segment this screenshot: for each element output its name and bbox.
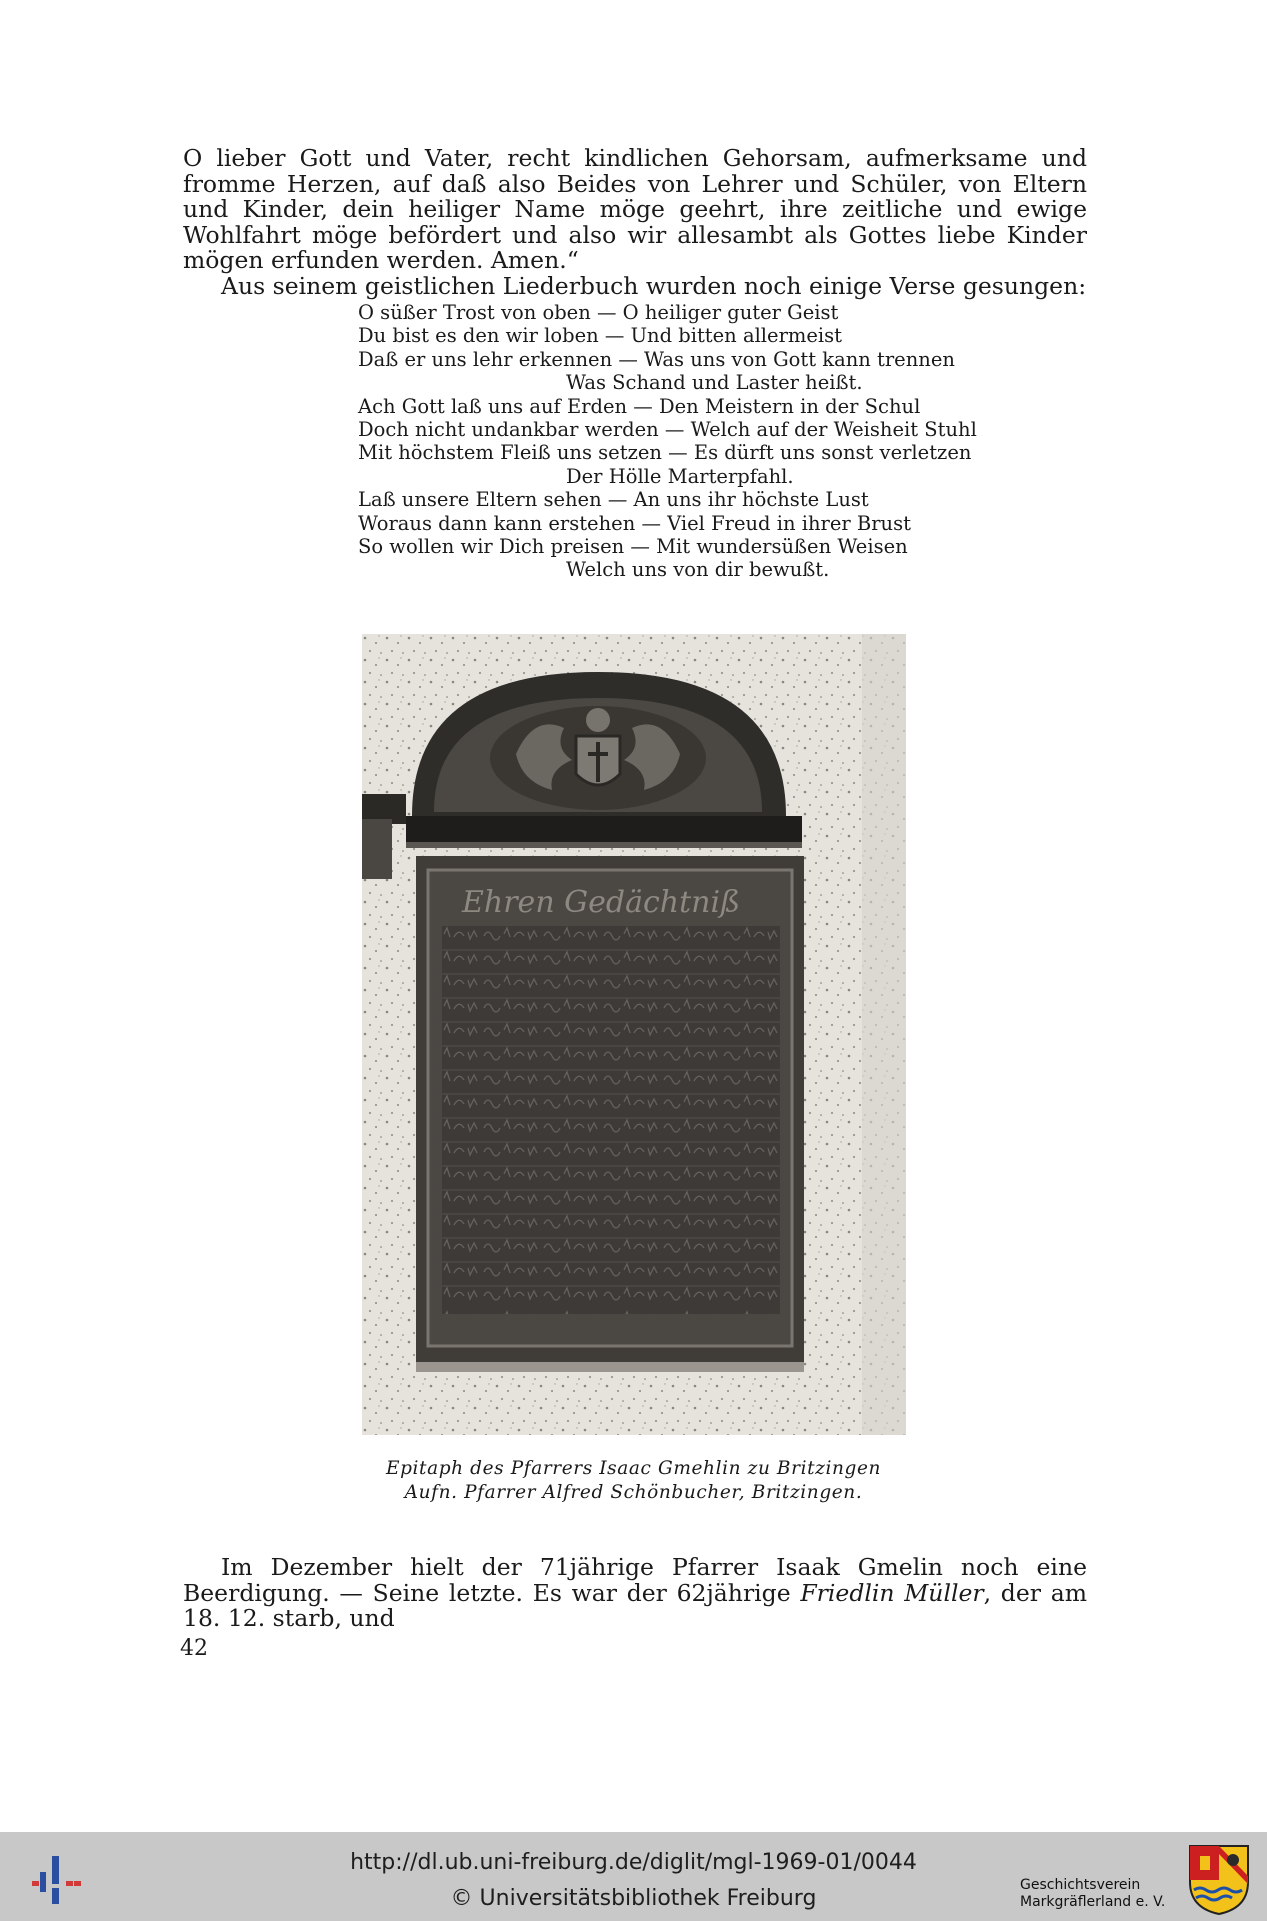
body-text-top — [183, 146, 1087, 299]
poem-line: Doch nicht undankbar werden — Welch auf der Weisheit Stuhl — [358, 418, 977, 442]
caption-credit: Aufn. Pfarrer Alfred Schönbucher, Britzingen. — [404, 1482, 863, 1503]
poem-line: Der Hölle Marterpfahl. — [566, 464, 794, 488]
copyright-notice: © Universitätsbibliothek Freiburg — [450, 1886, 817, 1911]
digitization-footer — [0, 1832, 1267, 1921]
poem-line: Daß er uns lehr erkennen — Was uns von Gott kann trennen — [358, 347, 955, 371]
poem-line: Laß unsere Eltern sehen — An uns ihr höchste Lust — [358, 488, 869, 512]
poem-line: So wollen wir Dich preisen — Mit wundersüßen Weisen — [358, 535, 908, 559]
burial-paragraph — [183, 1555, 1087, 1632]
page-number: 42 — [180, 1636, 208, 1661]
plaque-heading: Ehren Gedächtniß — [462, 885, 741, 920]
epitaph-photograph — [362, 634, 906, 1435]
person-name: Friedlin Müller — [800, 1578, 984, 1607]
society-line-1: Geschichtsverein — [1020, 1877, 1141, 1893]
poem-line: Du bist es den wir loben — Und bitten allermeist — [358, 324, 843, 348]
burial-text-end: , der am 18. 12. starb, und — [183, 1578, 1088, 1632]
poem-line: O süßer Trost von oben — O heiliger guter Geist — [358, 301, 839, 324]
songbook-intro-paragraph: Aus seinem geistlichen Liederbuch wurden noch einige Verse gesungen: — [221, 271, 1087, 300]
prayer-paragraph: O lieber Gott und Vater, recht kindlichen Gehorsam, aufmerksame und fromme Herzen, auf daß also Beides von Lehrer und Schüler, von Eltern und Kinder, dein heiliger Name möge geehrt, ihre zeitliche und ewige Wohlfahrt möge befördert und also wir allesambt als Gottes liebe Kinder mögen erfunden werden. Amen.“ — [183, 144, 1087, 274]
poem-line: Was Schand und Laster heißt. — [566, 371, 863, 395]
permalink-url[interactable]: http://dl.ub.uni-freiburg.de/diglit/mgl-1969-01/0044 — [350, 1850, 917, 1875]
markgraeflerland-coat-of-arms-icon — [1186, 1842, 1252, 1916]
society-line-2: Markgräflerland e. V. — [1020, 1894, 1166, 1910]
poem-line: Mit höchstem Fleiß uns setzen — Es dürft uns sonst verletzen — [358, 441, 972, 465]
society-name — [1020, 1877, 1165, 1911]
poem-line: Welch uns von dir bewußt. — [566, 558, 830, 582]
hymn-verses — [358, 301, 977, 582]
figure-caption — [250, 1457, 1017, 1505]
poem-line: Ach Gott laß uns auf Erden — Den Meistern in der Schul — [358, 394, 921, 418]
caption-title: Epitaph des Pfarrers Isaac Gmehlin zu Britzingen — [385, 1458, 882, 1479]
poem-line: Woraus dann kann erstehen — Viel Freud in ihrer Brust — [358, 511, 911, 535]
body-text-bottom — [183, 1555, 1087, 1632]
burial-text-start: Im Dezember hielt der 71jährige Pfarrer Isaak Gmelin noch eine Beerdigung. — Seine letzte. Es war der 62jährige — [183, 1553, 1087, 1607]
